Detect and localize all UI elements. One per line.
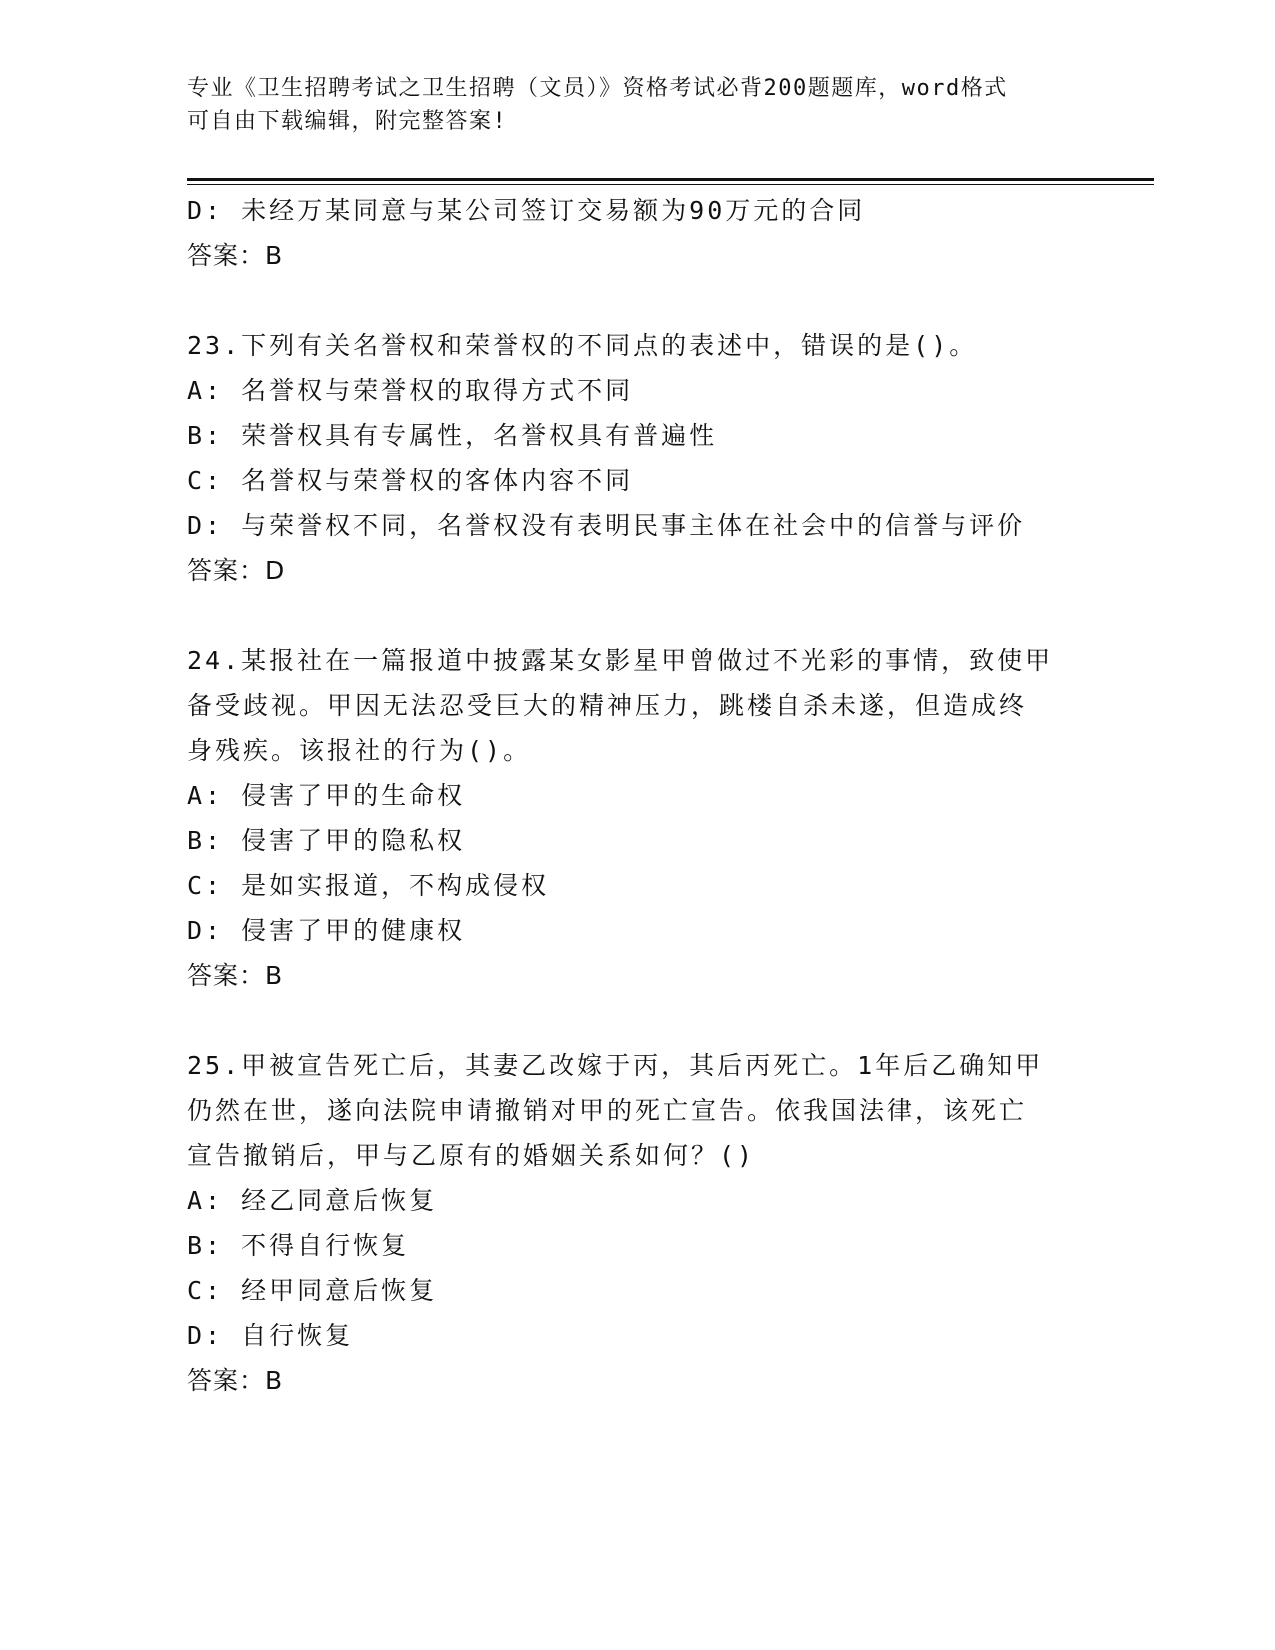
answer-line: 答案：D (187, 556, 286, 585)
question-25 (187, 1043, 1087, 1404)
question-24 (187, 638, 1087, 999)
question-stem-line: 仍然在世，遂向法院申请撤销对甲的死亡宣告。依我国法律，该死亡 (187, 1096, 1028, 1125)
question-stem-line: 25.甲被宣告死亡后，其妻乙改嫁于丙，其后丙死亡。1年后乙确知甲 (187, 1051, 1044, 1080)
option-c: C: 是如实报道，不构成侵权 (187, 871, 550, 900)
question-stem-line: 宣告撤销后，甲与乙原有的婚姻关系如何？() (187, 1141, 756, 1170)
spacer (187, 999, 1087, 1043)
header-title-line-2: 可自由下载编辑，附完整答案! (187, 109, 508, 134)
question-stem (187, 323, 1087, 368)
option-b: B: 不得自行恢复 (187, 1231, 410, 1260)
header-divider-thin (187, 184, 1154, 185)
question-23 (187, 323, 1087, 594)
question-stem (187, 1043, 1087, 1178)
option-b: B: 侵害了甲的隐私权 (187, 826, 466, 855)
question-stem-line: 备受歧视。甲因无法忍受巨大的精神压力，跳楼自杀未遂，但造成终 (187, 691, 1028, 720)
option-b: B: 荣誉权具有专属性，名誉权具有普遍性 (187, 421, 718, 450)
option-a: A: 侵害了甲的生命权 (187, 781, 466, 810)
answer-line: 答案：B (187, 241, 284, 270)
option-d: D: 侵害了甲的健康权 (187, 916, 466, 945)
question-list (187, 188, 1087, 1404)
option-c: C: 经甲同意后恢复 (187, 1276, 438, 1305)
question-stem (187, 638, 1087, 773)
question-stem-line: 身残疾。该报社的行为()。 (187, 736, 532, 765)
question-22-tail (187, 188, 1087, 279)
option-a: A: 名誉权与荣誉权的取得方式不同 (187, 376, 634, 405)
option-d: D: 与荣誉权不同，名誉权没有表明民事主体在社会中的信誉与评价 (187, 511, 1026, 540)
spacer (187, 279, 1087, 323)
header-title-line-1: 专业《卫生招聘考试之卫生招聘（文员）》资格考试必背200题题库，word格式 (187, 76, 1008, 101)
question-stem-line: 23.下列有关名誉权和荣誉权的不同点的表述中，错误的是()。 (187, 331, 978, 360)
spacer (187, 594, 1087, 638)
answer-line: 答案：B (187, 1366, 284, 1395)
option-a: A: 经乙同意后恢复 (187, 1186, 438, 1215)
option-d: D: 自行恢复 (187, 1321, 354, 1350)
option-d: D: 未经万某同意与某公司签订交易额为90万元的合同 (187, 196, 866, 225)
header-divider-thick (187, 178, 1154, 181)
question-stem-line: 24.某报社在一篇报道中披露某女影星甲曾做过不光彩的事情，致使甲 (187, 646, 1054, 675)
document-header (187, 72, 1067, 138)
answer-line: 答案：B (187, 961, 284, 990)
option-c: C: 名誉权与荣誉权的客体内容不同 (187, 466, 634, 495)
